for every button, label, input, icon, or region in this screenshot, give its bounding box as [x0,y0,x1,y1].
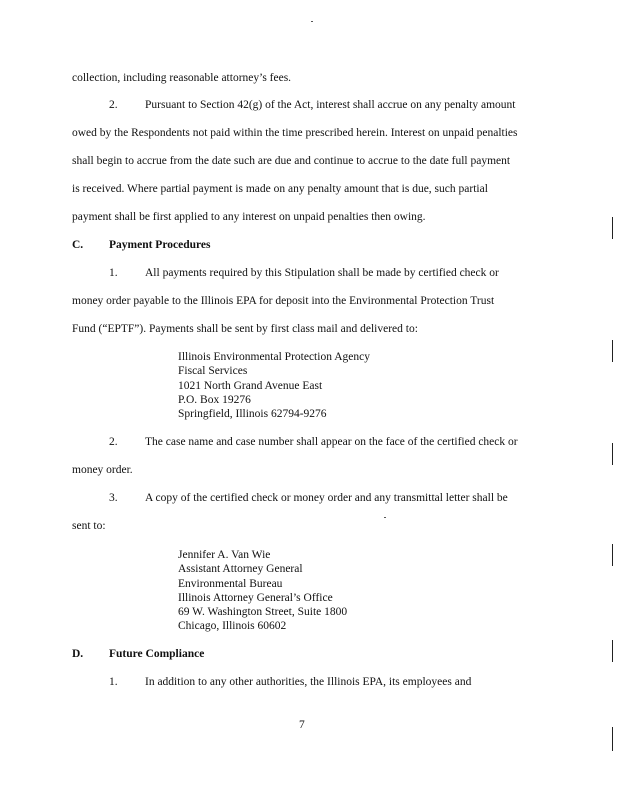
text-line: owed by the Respondents not paid within the time prescribed herein. Interest on unpaid penalties [72,127,518,139]
text-line: money order payable to the Illinois EPA for deposit into the Environmental Protection Trust [72,295,495,307]
address-block-ag [178,548,347,634]
address-line: Jennifer A. Van Wie [178,549,271,561]
paragraph-number: 3. [109,492,118,504]
text-line: In addition to any other authorities, the Illinois EPA, its employees and [145,676,472,688]
section-d-letter: D. [72,648,84,660]
section-d-heading: Future Compliance [109,648,205,660]
section-c-letter: C. [72,239,84,251]
address-block-epa [178,350,370,421]
address-line: Illinois Attorney General’s Office [178,591,333,604]
text-line: Fund (“EPTF”). Payments shall be sent by first class mail and delivered to: [72,323,418,335]
text-line: sent to: [72,520,106,532]
scan-mark [612,640,613,662]
scan-mark [612,443,613,465]
page-number: 7 [299,719,305,731]
scan-mark [612,727,613,751]
scan-mark [612,544,613,566]
paragraph-number: 2. [109,436,118,448]
section-c-heading: Payment Procedures [109,239,211,251]
text-line: collection, including reasonable attorney’s fees. [72,72,292,84]
text-line: Pursuant to Section 42(g) of the Act, interest shall accrue on any penalty amount [145,99,516,111]
address-line: 1021 North Grand Avenue East [178,379,323,392]
text-line: All payments required by this Stipulation shall be made by certified check or [145,267,499,279]
address-line: Fiscal Services [178,365,248,378]
text-line: payment shall be first applied to any interest on unpaid penalties then owing. [72,211,426,223]
address-line: P.O. Box 19276 [178,393,251,406]
scan-dot [311,21,313,22]
paragraph-number: 1. [109,676,118,688]
scan-mark [612,340,613,362]
address-line: Assistant Attorney General [178,563,303,576]
address-line: 69 W. Washington Street, Suite 1800 [178,606,348,619]
scan-mark [612,217,613,239]
text-line: is received. Where partial payment is made on any penalty amount that is due, such partial [72,183,488,195]
text-line: money order. [72,464,133,476]
address-line: Springfield, Illinois 62794-9276 [178,408,327,421]
scan-dot [384,517,386,518]
paragraph-number: 1. [109,267,118,279]
text-line: The case name and case number shall appear on the face of the certified check or [145,436,518,448]
text-line: A copy of the certified check or money order and any transmittal letter shall be [145,492,508,504]
paragraph-number: 2. [109,99,118,111]
text-line: shall begin to accrue from the date such are due and continue to accrue to the date full payment [72,155,511,167]
address-line: Illinois Environmental Protection Agency [178,351,370,363]
address-line: Environmental Bureau [178,577,283,590]
address-line: Chicago, Illinois 60602 [178,620,287,633]
